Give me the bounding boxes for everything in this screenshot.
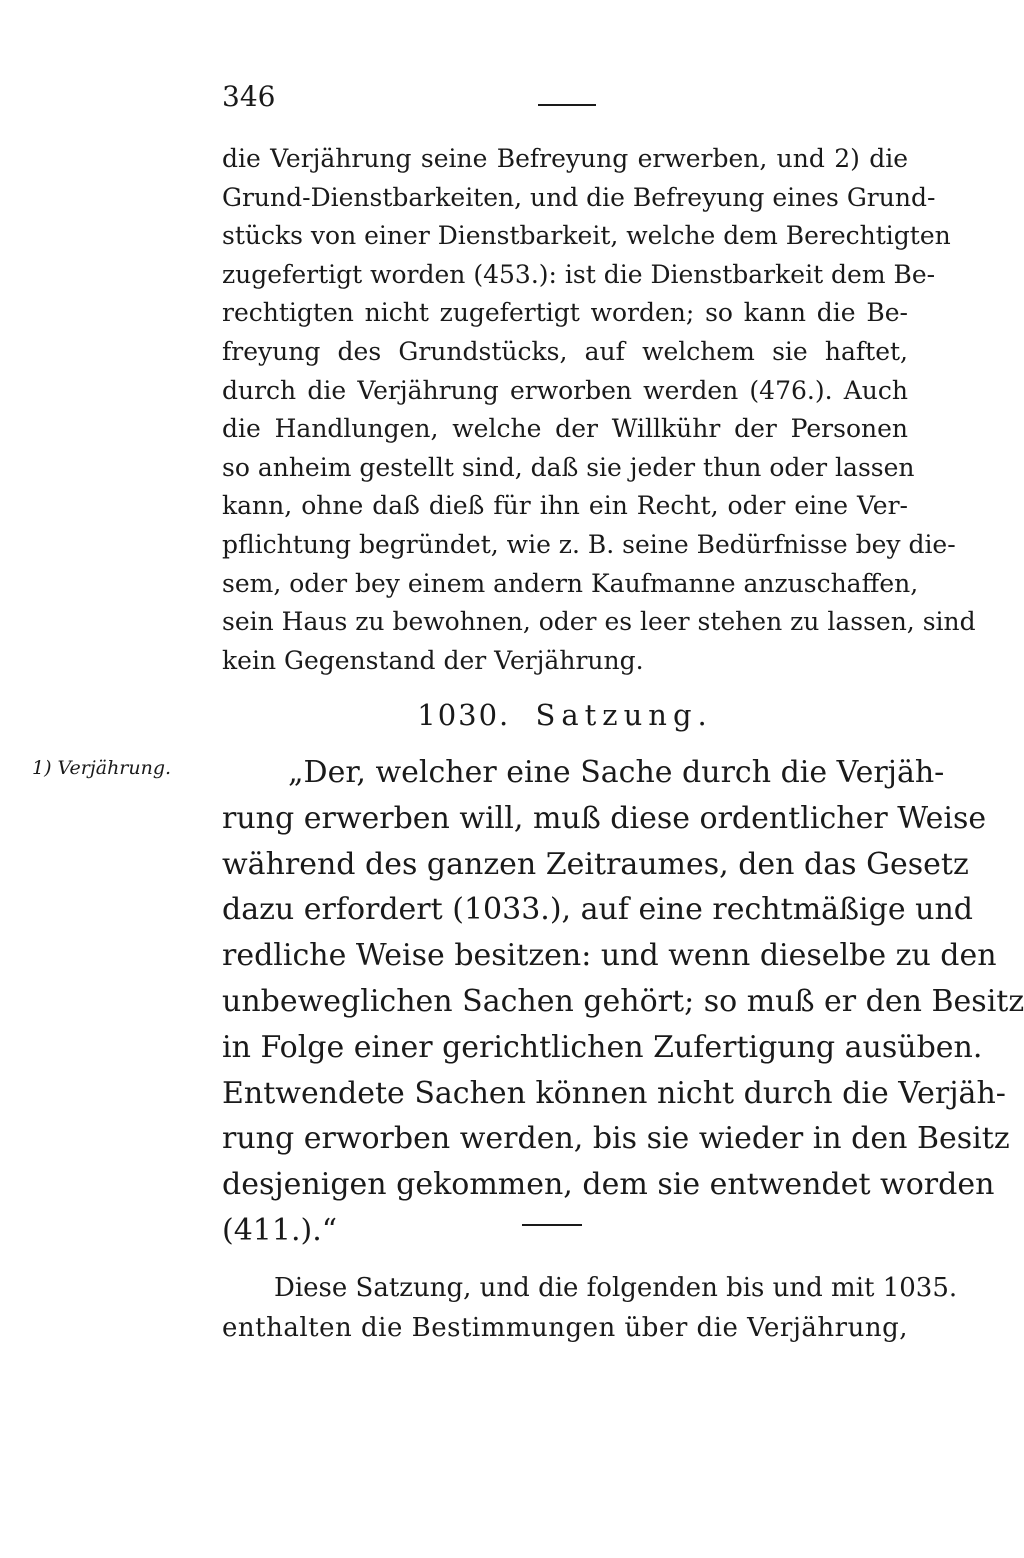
text-line: Grund-Dienstbarkeiten, und die Befreyung eines Grund-	[222, 182, 936, 212]
header-rule	[538, 104, 596, 106]
text-line: unbeweglichen Sachen gehört; so muß er den Besitz	[222, 983, 1024, 1019]
statute-text	[222, 750, 1024, 1254]
text-line: (411.).“	[222, 1212, 338, 1248]
text-line: die Handlungen, welche der Willkühr der Personen	[222, 414, 908, 444]
text-line: rung erworben werden, bis sie wieder in den Besitz	[222, 1121, 1010, 1157]
section-divider	[522, 1224, 582, 1226]
text-line: während des ganzen Zeitraumes, den das Gesetz	[222, 846, 969, 882]
section-heading	[222, 698, 908, 732]
page-number: 346	[222, 80, 276, 113]
text-line: sein Haus zu bewohnen, oder es leer stehen zu lassen, sind	[222, 607, 976, 637]
section-number: 1030.	[417, 698, 511, 732]
text-line: Entwendete Sachen können nicht durch die Verjäh-	[222, 1075, 1006, 1111]
commentary-text	[222, 1268, 958, 1348]
paragraph-continuation	[222, 140, 976, 680]
text-line: pflichtung begründet, wie z. B. seine Bedürfnisse bey die-	[222, 529, 956, 559]
text-line: rung erwerben will, muß diese ordentlicher Weise	[222, 800, 987, 836]
text-line: sem, oder bey einem andern Kaufmanne anzuschaffen,	[222, 568, 919, 598]
text-line: enthalten die Bestimmungen über die Verjährung,	[222, 1313, 908, 1343]
text-line: rechtigten nicht zugefertigt worden; so kann die Be-	[222, 298, 908, 328]
text-line: redliche Weise besitzen: und wenn dieselbe zu den	[222, 938, 997, 974]
text-line: stücks von einer Dienstbarkeit, welche dem Berechtigten	[222, 221, 951, 251]
text-line: dazu erfordert (1033.), auf eine rechtmäßige und	[222, 892, 973, 928]
text-line: in Folge einer gerichtlichen Zufertigung ausüben.	[222, 1029, 983, 1065]
margin-note: 1) Verjährung.	[32, 757, 172, 779]
text-line: kein Gegenstand der Verjährung.	[222, 645, 644, 675]
text-line: so anheim gestellt sind, daß sie jeder thun oder lassen	[222, 452, 915, 482]
text-line: Diese Satzung, und die folgenden bis und mit 1035.	[274, 1273, 958, 1303]
text-line: desjenigen gekommen, dem sie entwendet worden	[222, 1167, 995, 1203]
text-line: durch die Verjährung erworben werden (476.). Auch	[222, 375, 908, 405]
text-line: freyung des Grundstücks, auf welchem sie haftet,	[222, 336, 908, 366]
section-title: Satzung.	[535, 698, 713, 732]
text-line: die Verjährung seine Befreyung erwerben, und 2) die	[222, 144, 908, 173]
text-line: kann, ohne daß dieß für ihn ein Recht, oder eine Ver-	[222, 491, 908, 521]
text-line: zugefertigt worden (453.): ist die Dienstbarkeit dem Be-	[222, 259, 936, 289]
page-header	[222, 80, 922, 120]
text-line: „Der, welcher eine Sache durch die Verjäh-	[288, 755, 945, 790]
